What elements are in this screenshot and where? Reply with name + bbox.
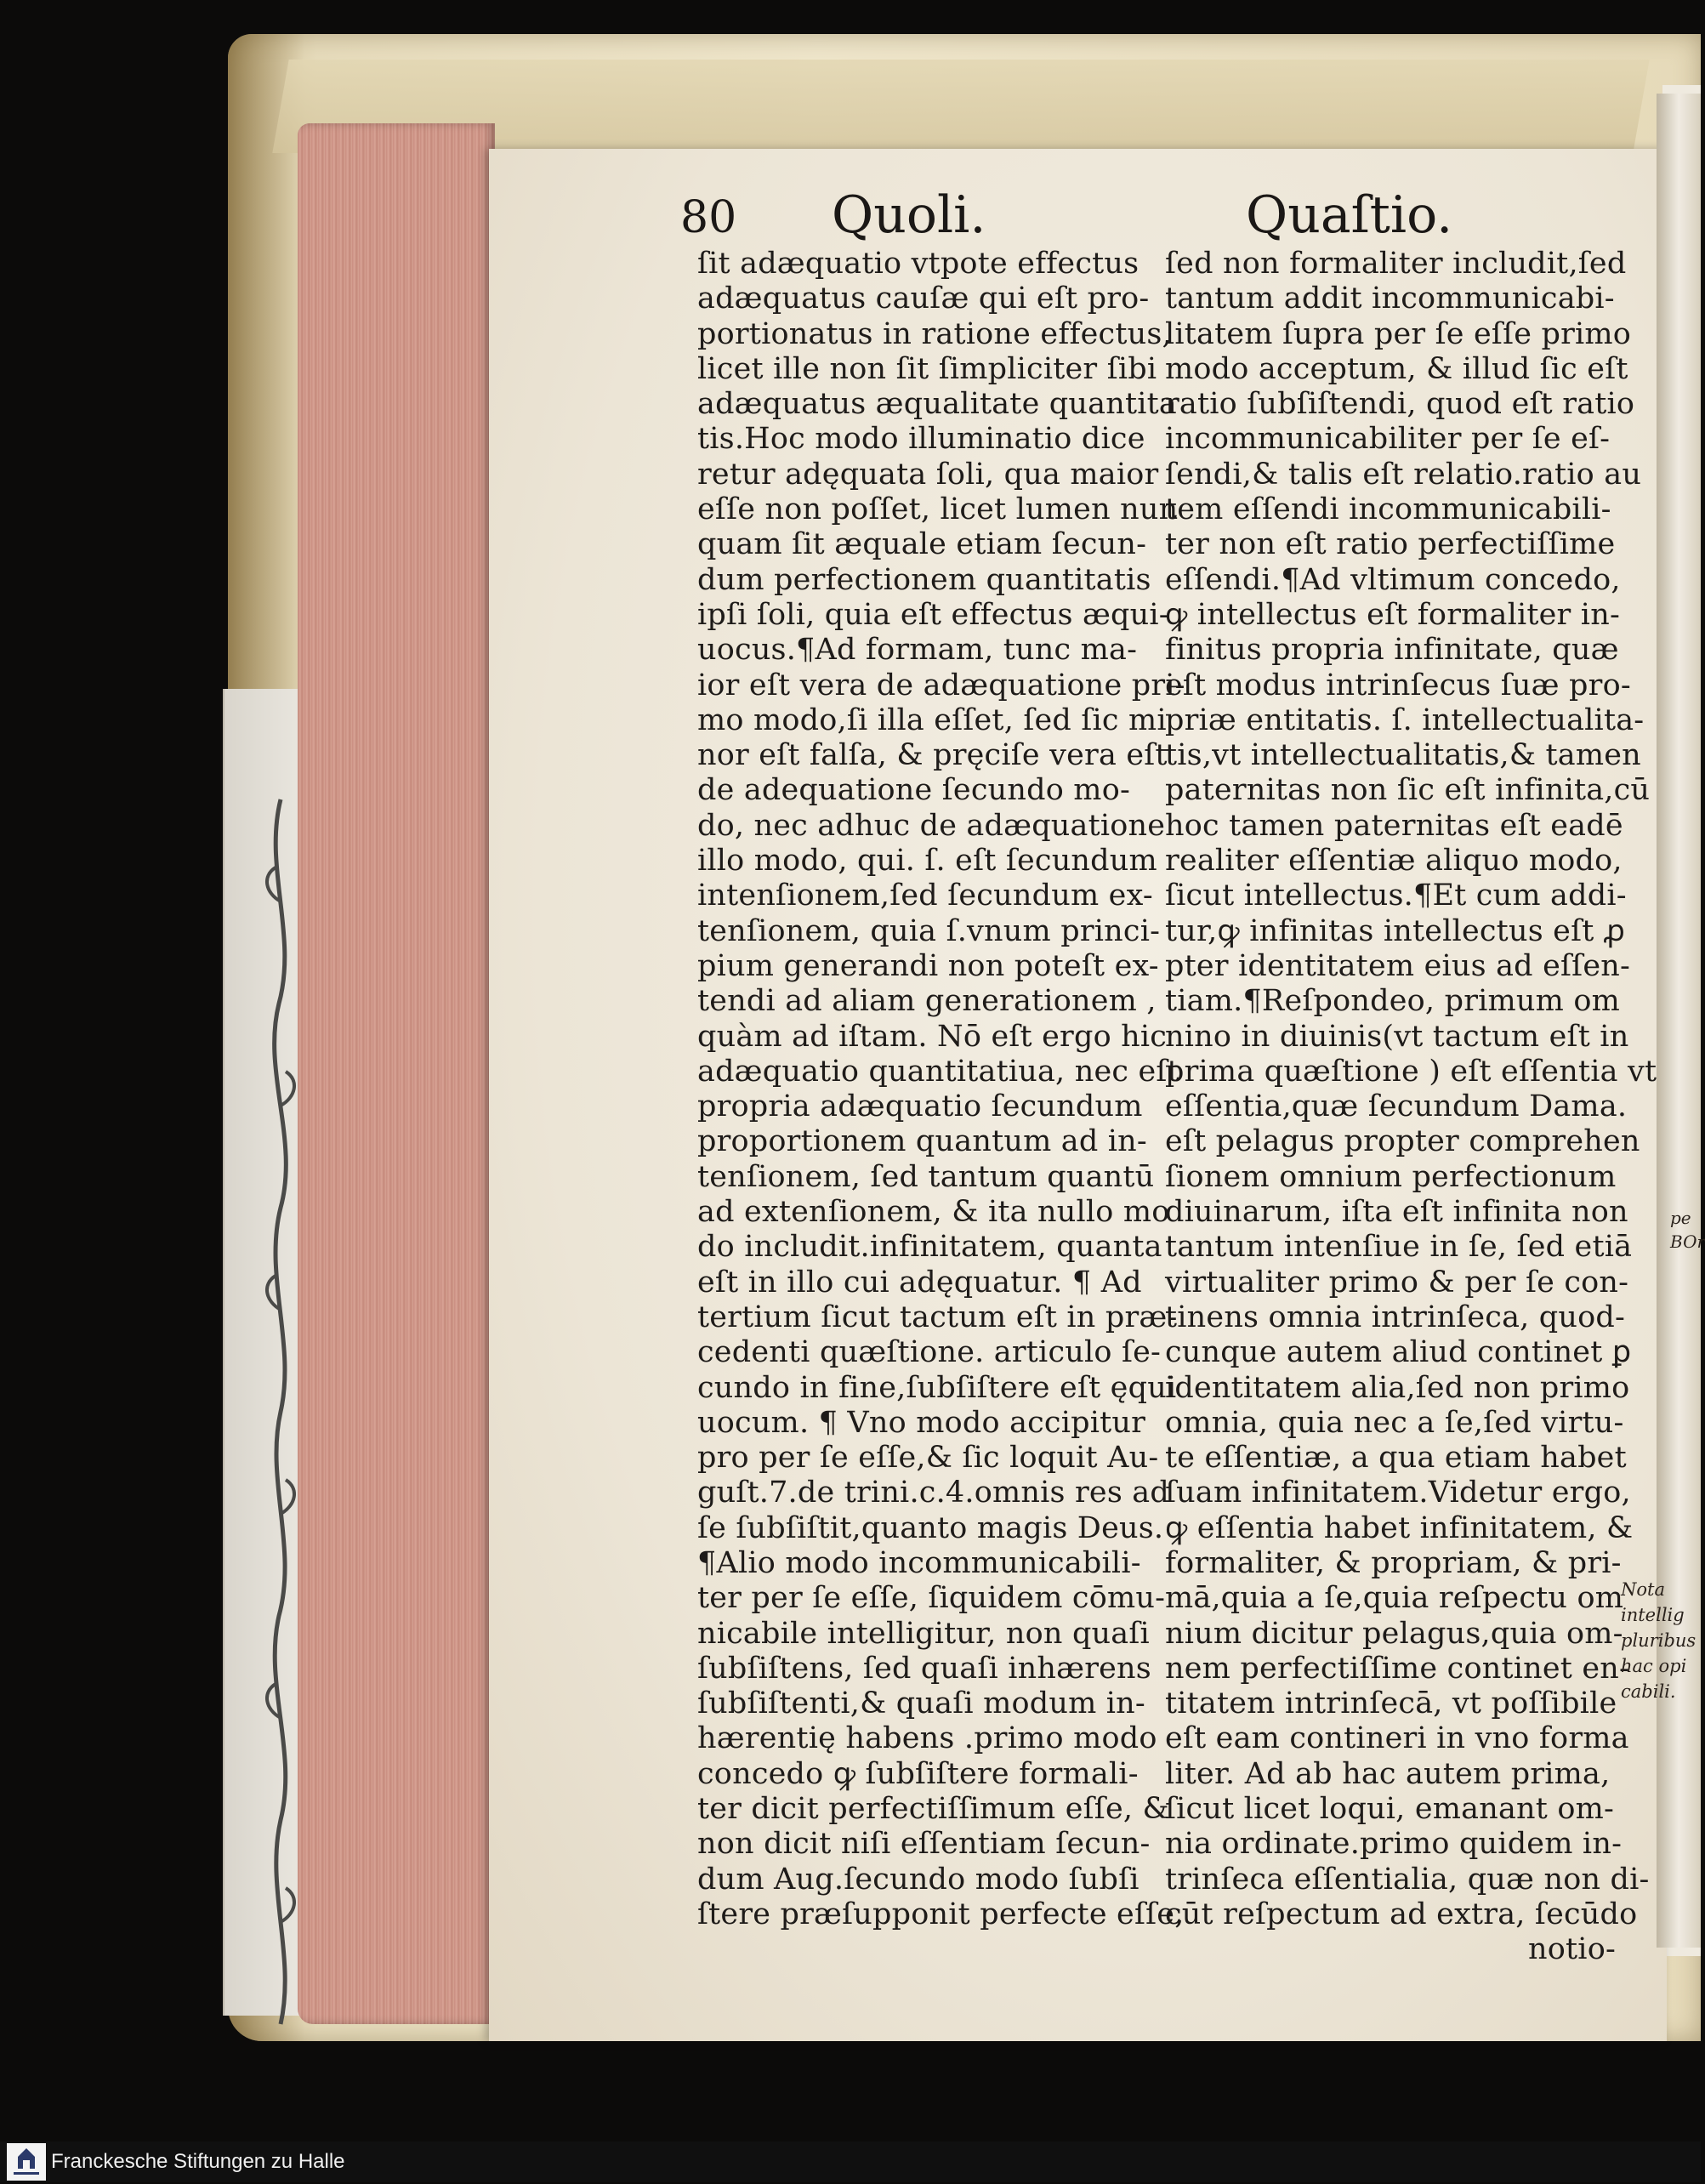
page-header <box>680 177 1453 253</box>
text-line: ſubſiſtenti,& quaſi modum in- <box>697 1686 1145 1721</box>
text-line: tis.Hoc modo illuminatio dice <box>697 422 1145 457</box>
text-line: litatem ſupra per ſe eſſe primo <box>1165 316 1632 351</box>
text-line: tur,ꝙ infinitas intellectus eſt ꝓ <box>1165 913 1626 948</box>
text-line: ratio ſubſiſtendi, quod eſt ratio <box>1165 387 1635 422</box>
text-line: ſubſiſtens, ſed quaſi inhærens <box>697 1651 1151 1686</box>
text-line: eſſe non poſſet, licet lumen nun <box>697 492 1179 527</box>
text-line: eſt modus intrinſecus ſuæ pro- <box>1165 668 1631 702</box>
marginal-note-line: pluribus <box>1621 1630 1696 1651</box>
folio-number: 80 <box>680 192 737 243</box>
text-line: formaliter, & propriam, & pri- <box>1165 1545 1622 1580</box>
text-line: trinſeca eſſentialia, quæ non di- <box>1165 1862 1650 1897</box>
text-line: ꝙ intellectus eſt formaliter in- <box>1165 597 1620 632</box>
text-line: eſſentia,quæ ſecundum Dama. <box>1165 1089 1628 1124</box>
text-line: nor eſt falſa, & pręciſe vera eſt <box>697 738 1168 773</box>
running-head-left: Quoli. <box>832 185 986 245</box>
text-line: tiam.¶Reſpondeo, primum om <box>1165 984 1621 1019</box>
text-line: nino in diuinis(vt tactum eſt in <box>1165 1019 1629 1054</box>
text-line: eſt eam contineri in vno forma <box>1165 1721 1629 1756</box>
text-line: prima quæſtione ) eſt eſſentia vt <box>1165 1054 1657 1089</box>
text-line: eſſendi.¶Ad vltimum concedo, <box>1165 562 1621 597</box>
text-line: ſe ſubſiſtit,quanto magis Deus. <box>697 1510 1164 1545</box>
marginal-note-line: BOr <box>1670 1231 1705 1252</box>
text-line: tem eſſendi incommunicabili- <box>1165 492 1611 527</box>
text-line: ad extenſionem, & ita nullo mo <box>697 1195 1170 1230</box>
text-line: te eſſentiæ, a qua etiam habet <box>1165 1441 1627 1476</box>
text-line: quam ſit æquale etiam ſecun- <box>697 527 1147 562</box>
institution-logo-icon <box>7 2143 46 2181</box>
running-head-right: Quaſtio. <box>1246 185 1453 245</box>
text-line: ter non eſt ratio perfectiſſime <box>1165 527 1616 562</box>
text-line: eſt in illo cui adęquatur. ¶ Ad <box>697 1265 1142 1300</box>
text-column-left <box>697 247 1185 1932</box>
text-line: ꝙ eſſentia habet infinitatem, & <box>1165 1510 1634 1545</box>
text-line: mo modo,ſi illa eſſet, ſed ſic mi <box>697 702 1167 737</box>
text-line: realiter eſſentiæ aliquo modo, <box>1165 844 1623 879</box>
text-line: adæquatus cauſæ qui eſt pro- <box>697 282 1150 316</box>
text-line: tertium ſicut tactum eſt in præ- <box>697 1300 1178 1334</box>
text-line: ſuam infinitatem.Videtur ergo, <box>1165 1476 1631 1510</box>
text-line: hoc tamen paternitas eſt eadē <box>1165 808 1623 843</box>
text-line: ¶Alio modo incommunicabili- <box>697 1545 1141 1580</box>
text-line: ipſi ſoli, quia eſt effectus æqui- <box>697 597 1169 632</box>
text-line: ſit adæquatio vtpote effectus <box>697 247 1140 281</box>
text-line: virtualiter primo & per ſe con- <box>1165 1265 1629 1300</box>
text-line: liter. Ad ab hac autem prima, <box>1165 1756 1611 1791</box>
marginal-note-line: cabili. <box>1621 1681 1676 1702</box>
text-line: uocum. ¶ Vno modo accipitur <box>697 1405 1146 1440</box>
text-line: priæ entitatis. ſ. intellectualita- <box>1165 702 1645 737</box>
text-line: paternitas non ſic eſt infinita,cū <box>1165 773 1651 808</box>
text-line: tantum addit incommunicabi- <box>1165 282 1615 316</box>
text-line: ter dicit perfectiſſimum eſſe, & <box>697 1792 1169 1827</box>
text-line: ſtere præſupponit perfecte eſſe, <box>697 1897 1185 1931</box>
text-line: nicabile intelligitur, non quaſi <box>697 1616 1150 1651</box>
text-line: titatem intrinſecā, vt poſſibile <box>1165 1686 1617 1721</box>
text-line: pium generandi non poteſt ex- <box>697 948 1159 983</box>
text-line: de adequatione ſecundo mo- <box>697 773 1130 808</box>
text-line: mā,quia a ſe,quia reſpectu om <box>1165 1581 1624 1616</box>
text-line: quàm ad iſtam. Nō eſt ergo hic <box>697 1019 1168 1054</box>
text-line: tis,vt intellectualitatis,& tamen <box>1165 738 1641 773</box>
text-line: proportionem quantum ad in- <box>697 1124 1147 1159</box>
text-line: propria adæquatio ſecundum <box>697 1089 1143 1124</box>
catchword: notio- <box>1528 1932 1616 1967</box>
text-line: finitus propria infinitate, quæ <box>1165 633 1619 668</box>
text-line: ſicut intellectus.¶Et cum addi- <box>1165 879 1627 913</box>
marginal-note-line: intellig <box>1621 1605 1685 1625</box>
marginal-note-line: hac opi <box>1621 1656 1687 1676</box>
text-line: nem perfectiſſime continet en- <box>1165 1651 1630 1686</box>
text-line: dum Aug.ſecundo modo ſubſi <box>697 1862 1140 1897</box>
text-line: ſendi,& talis eſt relatio.ratio au <box>1165 457 1642 492</box>
text-line: incommunicabiliter per ſe eſ- <box>1165 422 1611 457</box>
text-line: illo modo, qui. ſ. eſt ſecundum <box>697 844 1157 879</box>
text-line: uocus.¶Ad formam, tunc ma- <box>697 633 1138 668</box>
text-line: pro per ſe eſſe,& ſic loquit Au- <box>697 1441 1159 1476</box>
text-line: nia ordinate.primo quidem in- <box>1165 1827 1623 1862</box>
marginal-note-line: pe <box>1670 1208 1691 1228</box>
text-line: guſt.7.de trini.c.4.omnis res ad <box>697 1476 1169 1510</box>
text-line: nium dicitur pelagus,quia om- <box>1165 1616 1623 1651</box>
text-line: diuinarum, iſta eſt infinita non <box>1165 1195 1628 1230</box>
text-line: eſt pelagus propter comprehen <box>1165 1124 1640 1159</box>
text-line: modo acceptum, & illud ſic eſt <box>1165 351 1628 386</box>
text-line: tenſionem, ſed tantum quantū <box>697 1159 1155 1194</box>
text-line: cundo in fine,ſubſiſtere eſt ęqui <box>697 1370 1177 1405</box>
text-line: non dicit niſi eſſentiam ſecun- <box>697 1827 1151 1862</box>
text-line: do, nec adhuc de adæquatione <box>697 808 1166 843</box>
text-line: omnia, quia nec a ſe,ſed virtu- <box>1165 1405 1624 1440</box>
text-line: cedenti quæſtione. articulo ſe- <box>697 1335 1162 1370</box>
text-line: pter identitatem eius ad eſſen- <box>1165 948 1631 983</box>
page-edges <box>298 123 495 2024</box>
marginal-note-line: Nota <box>1621 1579 1665 1600</box>
text-line: adæquatus æqualitate quantita <box>697 387 1177 422</box>
text-line: ſionem omnium perfectionum <box>1165 1159 1617 1194</box>
marginal-note-lower <box>1621 1577 1696 1704</box>
text-line: concedo ꝙ ſubſiſtere formali- <box>697 1756 1139 1791</box>
text-line: intenſionem,ſed ſecundum ex- <box>697 879 1153 913</box>
text-line: adæquatio quantitatiua, nec eſt <box>697 1054 1179 1089</box>
text-line: cūt reſpectum ad extra, ſecūdo <box>1165 1897 1638 1931</box>
text-line: licet ille non ſit ſimpliciter ſibi <box>697 351 1157 386</box>
text-line: hærentię habens .primo modo <box>697 1721 1157 1756</box>
institution-name: Franckesche Stiftungen zu Halle <box>51 2150 345 2173</box>
text-line: ſed non formaliter includit,ſed <box>1165 247 1627 281</box>
text-line: tendi ad aliam generationem , <box>697 984 1157 1019</box>
text-line: tantum intenſiue in ſe, ſed etiā <box>1165 1230 1633 1265</box>
text-line: ſicut licet loqui, emanant om- <box>1165 1792 1615 1827</box>
text-line: cunque autem aliud continet ꝑ <box>1165 1335 1632 1370</box>
text-line: ter per ſe eſſe, ſiquidem cōmu- <box>697 1581 1166 1616</box>
text-line: retur adęquata ſoli, qua maior <box>697 457 1159 492</box>
text-line: portionatus in ratione effectus, <box>697 316 1172 351</box>
text-line: do includit.infinitatem, quanta <box>697 1230 1162 1265</box>
text-line: identitatem alia,ſed non primo <box>1165 1370 1630 1405</box>
text-line: ior eſt vera de adæquatione pri- <box>697 668 1185 702</box>
text-line: tinens omnia intrinſeca, quod- <box>1165 1300 1626 1334</box>
text-line: dum perfectionem quantitatis <box>697 562 1151 597</box>
marginal-note-upper <box>1670 1206 1705 1254</box>
text-line: tenſionem, quia ſ.vnum princi- <box>697 913 1161 948</box>
